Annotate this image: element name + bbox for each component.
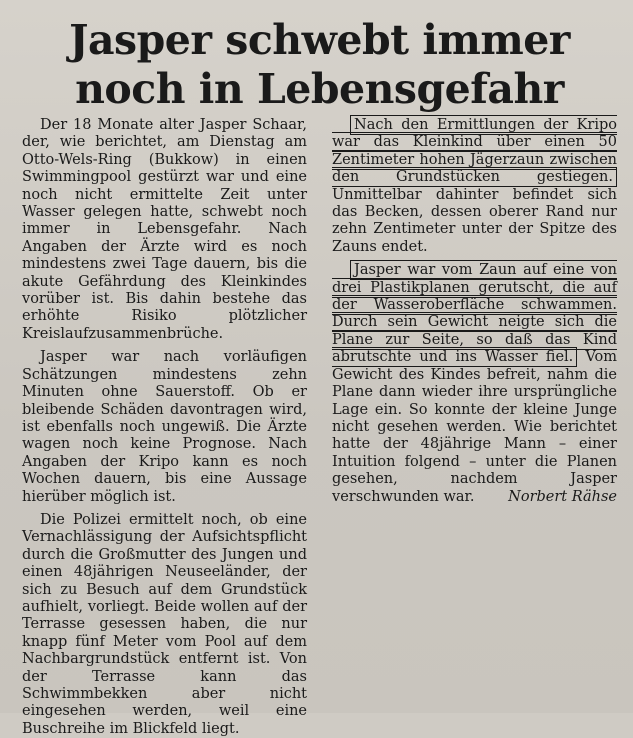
column-left — [22, 117, 307, 738]
paragraph-4-rest: Unmittelbar dahinter befindet sich das Becken, dessen oberer Rand nur zehn Zentimeter unter der Spitze des Zauns endet. — [332, 186, 617, 255]
paragraph-5-rest: Vom Gewicht des Kindes befreit, nahm die Plane dann wieder ihre ursprüngliche Lage ein. So konnte der kleine Junge nicht gesehen werden. Wie berichtet hatte der 48jährige Mann – einer Intuition folgend – unter die Planen gesehen, nachdem Jasper verschwunden war. — [332, 349, 617, 505]
highlighted-passage-2: Jasper war vom Zaun auf eine von drei Plastikplanen gerutscht, die auf der Wasseroberfläche schwammen. Durch sein Gewicht neigte sich die Plane zur Seite, so daß das Kind abrutschte und ins Wasser fiel. — [332, 262, 617, 366]
paragraph-2: Jasper war nach vorläufigen Schätzungen mindestens zehn Minuten ohne Sauerstoff. Ob er bleibende Schäden davontragen wird, ist ebenfalls noch ungewiß. Die Ärzte wagen noch keine Prognose. Nach Angaben der Kripo kann es noch Wochen dauern, bis eine Aussage hierüber möglich ist. — [22, 349, 307, 505]
highlighted-passage-1: Nach den Ermittlungen der Kripo war das Kleinkind über einen 50 Zentimeter hohen Jägerzaun zwischen den Grundstücken gestiegen. — [332, 117, 617, 186]
paragraph-4 — [332, 117, 617, 256]
author-byline: Norbert Rähse — [508, 488, 617, 505]
headline-line-1: Jasper schwebt immer — [69, 16, 570, 64]
paragraph-1: Der 18 Monate alter Jasper Schaar, der, wie berichtet, am Dienstag am Otto-Wels-Ring (Bukkow) in einen Swimmingpool gestürzt war und eine noch nicht ermittelte Zeit unter Wasser gelegen hatte, schwebt noch immer in Lebensgefahr. Nach Angaben der Ärzte wird es noch mindestens zwei Tage dauern, bis die akute Gefährdung des Kleinkindes vorüber ist. Bis dahin bestehe das erhöhte Risiko plötzlicher Kreislaufzusammenbrüche. — [22, 117, 307, 342]
paragraph-3: Die Polizei ermittelt noch, ob eine Vernachlässigung der Aufsichtspflicht durch die Großmutter des Jungen und einen 48jährigen Neuseeländer, der sich zu Besuch auf dem Grundstück aufhielt, vorliegt. Beide wollen auf der Terrasse gesessen haben, die nur knapp fünf Meter vom Pool auf dem Nachbargrundstück entfernt ist. Von der Terrasse kann das Schwimmbekken aber nicht eingesehen werden, weil eine Buschreihe im Blickfeld liegt. — [22, 511, 307, 737]
headline-line-2: noch in Lebensgefahr — [75, 65, 564, 113]
paragraph-5 — [332, 262, 617, 506]
headline — [22, 16, 617, 114]
article-columns — [22, 117, 617, 738]
column-right — [332, 117, 617, 738]
